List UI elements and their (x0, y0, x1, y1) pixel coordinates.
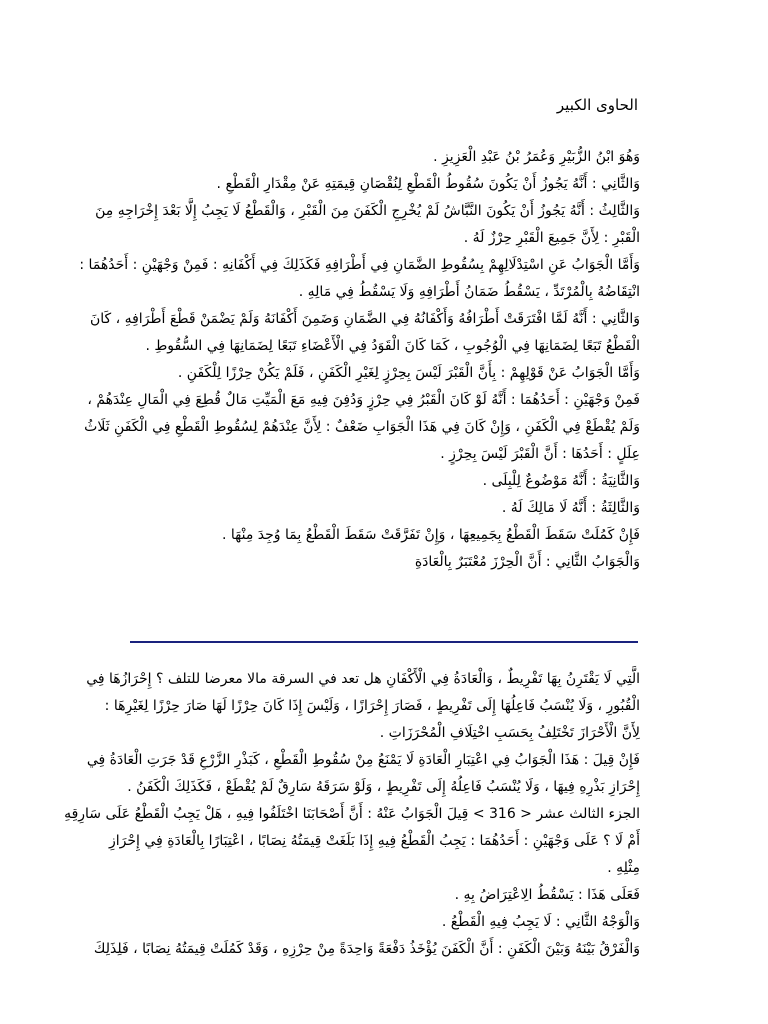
text-line: وَأَمَّا الْجَوَابُ عَنِ اسْتِدْلَالِهِمْ بِسُقُوطِ الضَّمَانِ فِي أَطْرَافِهِ فَكَذَلِكَ فِي أَكْفَانِهِ : فَمِنْ وَجْهَيْنِ : أَحَدُهُمَا : (79, 257, 640, 273)
text-line: وَأَمَّا الْجَوَابُ عَنْ قَوْلِهِمْ : بِأَنَّ الْقَبْرَ لَيْسَ بِحِرْزٍ لِغَيْرِ الْكَفَنِ ، فَلَمْ يَكُنْ حِرْزًا لِلْكَفَنِ . (177, 365, 640, 381)
text-line: الجزء الثالث عشر < 316 > قِيلَ الْجَوَابُ عَنْهُ : أَنَّ أَصْحَابَنَا اخْتَلَفُوا فِيهِ ، هَلْ يَجِبُ الْقَطْعُ عَلَى سَارِقِهِ (64, 806, 640, 822)
text-line: وَالْفَرْقُ بَيْنَهُ وَبَيْنَ الْكَفَنِ : أَنَّ الْكَفَنَ يُؤْخَذُ دَفْعَةً وَاحِدَةً مِنْ حِرْزِهِ ، وَقَدْ كَمُلَتْ قِيمَتُهُ نِصَابًا ، فَلِذَلِكَ (93, 941, 640, 957)
section-divider (130, 641, 638, 643)
text-line: الَّتِي لَا يَقْتَرِنُ بِهَا تَفْرِيطٌ ، وَالْعَادَةُ فِي الْأَكْفَانِ هل تعد في السرقة مالا معرضا للتلف ؟ إِحْرَازُهَا فِي (86, 671, 640, 687)
text-line: الْقُبُورِ ، وَلَا يُنْسَبُ فَاعِلُهَا إِلَى تَفْرِيطٍ ، فَصَارَ إِحْرَازًا ، وَلَيْسَ إِذَا كَانَ حِرْزًا لَهَا صَارَ حِرْزًا لِغَيْرِهَا : (104, 698, 640, 714)
text-line: انْتِقَاضُهُ بِالْمُرْتَدِّ ، يَسْقُطُ ضَمَانُ أَطْرَافِهِ وَلَا يَسْقُطُ فِي مَالِهِ . (298, 284, 640, 300)
text-line: فَعَلَى هَذَا : يَسْقُطُ الِاعْتِرَاضُ بِهِ . (454, 887, 640, 903)
text-line: وَالثَّالِثُ : أَنَّهُ يَجُوزُ أَنْ يَكُونَ النَّبَّاشُ لَمْ يُخْرِجِ الْكَفَنَ مِنَ الْقَبْرِ ، وَالْقَطْعُ لَا يَجِبُ إِلَّا بَعْدَ إِخْرَاجِهِ مِنَ (95, 203, 640, 219)
text-line: أَمْ لَا ؟ عَلَى وَجْهَيْنِ : أَحَدُهُمَا : يَجِبُ الْقَطْعُ فِيهِ إِذَا بَلَغَتْ قِيمَتُهُ نِصَابًا ، اعْتِبَارًا بِالْعَادَةِ فِي إِحْرَازِ (109, 833, 640, 849)
text-line: وَالثَّانِي : أَنَّهُ لَمَّا افْتَرَقَتْ أَطْرَافُهُ وَأَكْفَانُهُ فِي الضَّمَانِ وَضَمِنَ أَكْفَانَهُ وَلَمْ يَضْمَنْ قَطْعَ أَطْرَافِهِ ، كَانَ (89, 311, 640, 327)
text-line: وَالْجَوَابُ الثَّانِي : أَنَّ الْحِرْزَ مُعْتَبَرٌ بِالْعَادَةِ (414, 554, 640, 570)
text-line: فَإِنْ قِيلَ : هَذَا الْجَوَابُ فِي اعْتِبَارِ الْعَادَةِ لَا يَمْنَعُ مِنْ سُقُوطِ الْقَطْعِ ، كَبَذْرِ الزَّرْعِ قَدْ جَرَتِ الْعَادَةُ فِي (86, 752, 640, 768)
text-line: الْقَبْرِ : لِأَنَّ جَمِيعَ الْقَبْرِ حِرْزٌ لَهُ . (463, 230, 640, 246)
text-line: فَمِنْ وَجْهَيْنِ : أَحَدُهُمَا : أَنَّهُ لَوْ كَانَ الْقَبْرُ فِي حِرْزٍ وَدُفِنَ فِيهِ مَعَ الْمَيِّتِ مَالٌ قُطِعَ فِي الْمَالِ عِنْدَهُمْ ، (87, 392, 640, 408)
page-header: الحاوى الكبير (556, 96, 638, 114)
text-line: وَالثَّالِثَةُ : أَنَّهُ لَا مَالِكَ لَهُ . (501, 500, 640, 516)
text-line: وَلَمْ يُقْطَعْ فِي الْكَفَنِ ، وَإِنْ كَانَ فِي هَذَا الْجَوَابِ ضَعْفٌ : لِأَنَّ عِنْدَهُمْ لِسُقُوطِ الْقَطْعِ فِي الْكَفَنِ ثَلَاثُ (84, 419, 640, 435)
text-line: مِثْلِهِ . (607, 860, 640, 876)
text-line: وَهُوَ ابْنُ الزُّبَيْرِ وَعُمَرُ بْنُ عَبْدِ الْعَزِيزِ . (433, 149, 640, 165)
text-line: عِلَلٍ : أَحَدُهَا : أَنَّ الْقَبْرَ لَيْسَ بِحِرْزٍ . (440, 446, 640, 462)
text-block-1 (79, 144, 640, 576)
text-line: وَالثَّانِيَةُ : أَنَّهُ مَوْضُوعٌ لِلْبِلَى . (482, 473, 640, 489)
text-block-2 (64, 666, 640, 963)
text-line: فَإِنْ كَمُلَتْ سَقَطَ الْقَطْعُ بِجَمِيعِهَا ، وَإِنْ تَفَرَّقَتْ سَقَطَ الْقَطْعُ بِمَا وُجِدَ مِنْهَا . (221, 527, 640, 543)
text-line: وَالْوَجْهُ الثَّانِي : لَا يَجِبُ فِيهِ الْقَطْعُ . (441, 914, 640, 930)
text-line: إِحْرَازِ بَذْرِهِ فِيهَا ، وَلَا يُنْسَبُ فَاعِلُهُ إِلَى تَفْرِيطٍ ، وَلَوْ سَرَقَهُ سَارِقٌ لَمْ يُقْطَعْ ، فَكَذَلِكَ الْكَفَنُ . (127, 779, 640, 795)
text-line: لِأَنَّ الْأَحْرَازَ تَخْتَلِفُ بِحَسَبِ اخْتِلَافِ الْمُحْرَزَاتِ . (379, 725, 640, 741)
text-line: وَالثَّانِي : أَنَّهُ يَجُوزُ أَنْ يَكُونَ سُقُوطُ الْقَطْعِ لِنُقْصَانِ قِيمَتِهِ عَنْ مِقْدَارِ الْقَطْعِ . (216, 176, 640, 192)
text-line: الْقَطْعُ تَبَعًا لِضَمَانِهَا فِي الْوُجُوبِ ، كَمَا كَانَ الْقَوَدُ فِي الْأَعْضَاءِ تَبَعًا لِضَمَانِهَا فِي السُّقُوطِ . (145, 338, 640, 354)
